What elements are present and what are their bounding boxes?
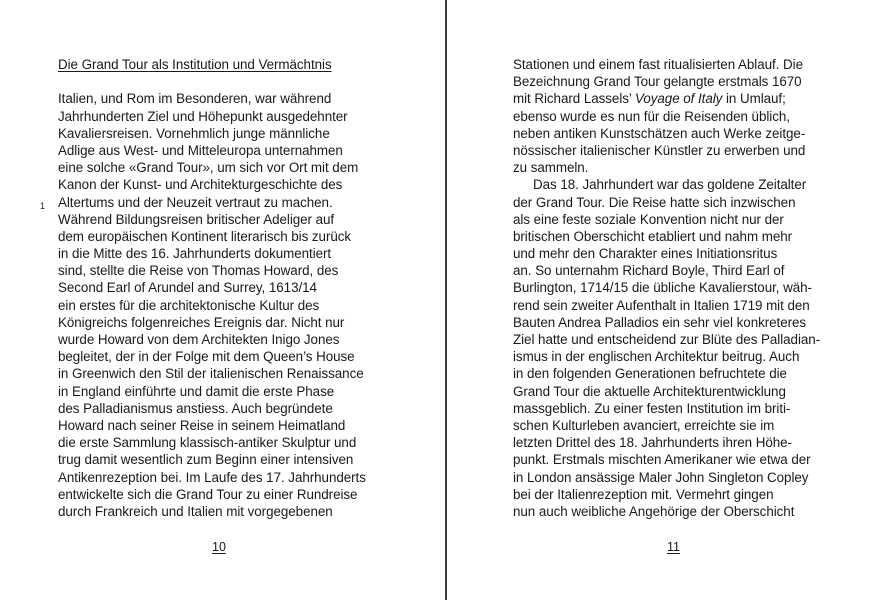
left-page (0, 0, 445, 600)
text-line: massgeblich. Zu einer festen Institution im briti- (513, 400, 791, 416)
text-line: Howard nach seiner Reise in seinem Heimatland (58, 417, 346, 433)
text-line: zu sammeln. (513, 160, 589, 176)
text-line: Second Earl of Arundel and Surrey, 1613/14 (58, 280, 317, 296)
section-heading: Die Grand Tour als Institution und Vermächtnis (58, 57, 332, 72)
text-line: in Greenwich den Stil der italienischen Renaissance (58, 366, 364, 382)
text-line: ismus in der englischen Architektur beitrug. Auch (513, 349, 800, 365)
text-line: Ziel hatte und entscheidend zur Blüte des Palladian- (513, 332, 821, 347)
text-line: britischen Oberschicht etabliert und nahm mehr (513, 228, 793, 244)
text-line: nössischer italienischer Künstler zu erwerben und (513, 142, 806, 158)
text-line: Stationen und einem fast ritualisierten Ablauf. Die (513, 57, 803, 72)
text-line: nun auch weibliche Angehörige der Oberschicht (513, 503, 795, 519)
text-line: des Palladianismus anstiess. Auch begründete (58, 400, 333, 416)
text-line: sind, stellte die Reise von Thomas Howard, des (58, 263, 339, 279)
right-paragraph-1-cont (513, 108, 853, 177)
text-line: durch Frankreich und Italien mit vorgegebenen (58, 503, 333, 519)
text-line: Italien, und Rom im Besonderen, war während (58, 91, 332, 107)
text-line: an. So unternahm Richard Boyle, Third Earl of (513, 263, 785, 279)
text-fragment: in Umlauf; (722, 91, 786, 107)
page-number-left: 10 (212, 540, 226, 554)
text-line: Antikenrezeption bei. Im Laufe des 17. Jahrhunderts (58, 469, 366, 485)
text-line: Adlige aus West- und Mitteleuropa unternahmen (58, 142, 343, 158)
text-line: Königreichs folgenreiches Ereignis dar. Nicht nur (58, 314, 345, 330)
margin-note: 1 (40, 201, 46, 211)
text-line: trug damit wesentlich zum Beginn einer intensiven (58, 452, 354, 468)
text-line: in England einführte und damit die erste Phase (58, 383, 335, 399)
text-line: Während Bildungsreisen britischer Adeliger auf (58, 211, 335, 227)
text-line: in den folgenden Generationen befruchtete die (513, 366, 787, 382)
text-line: Grand Tour die aktuelle Architekturentwicklung (513, 383, 786, 399)
text-line: entwickelte sich die Grand Tour zu einer Rundreise (58, 486, 358, 502)
text-line: in London ansässige Maler John Singleton Copley (513, 469, 809, 485)
text-line: ein erstes für die architektonische Kultur des (58, 297, 320, 313)
text-line: der Grand Tour. Die Reise hatte sich inzwischen (513, 194, 796, 210)
text-line: und mehr den Charakter eines Initiationsritus (513, 246, 778, 262)
text-line: bei der Italienrezeption mit. Vermehrt gingen (513, 486, 774, 502)
text-line: ebenso wurde es nun für die Reisenden üblich, (513, 108, 790, 124)
text-line: punkt. Erstmals mischten Amerikaner wie etwa der (513, 452, 811, 468)
text-line: in die Mitte des 16. Jahrhunderts dokumentiert (58, 246, 332, 262)
left-paragraph (58, 90, 393, 520)
text-line: als eine feste soziale Konvention nicht nur der (513, 211, 784, 227)
right-paragraph-2 (513, 176, 853, 520)
text-line: Bauten Andrea Palladios ein sehr viel konkreteres (513, 314, 807, 330)
text-line: Das 18. Jahrhundert war das goldene Zeitalter (533, 177, 807, 193)
text-line: dem europäischen Kontinent literarisch bis zurück (58, 228, 352, 244)
book-title: Voyage of Italy (634, 91, 723, 107)
right-text-column (513, 56, 853, 520)
text-line: Kavaliersreisen. Vornehmlich junge männliche (58, 125, 330, 141)
text-line: schen Kulturleben avanciert, erreichte sie im (513, 417, 775, 433)
text-line: Kanon der Kunst- und Architekturgeschichte des (58, 177, 343, 193)
right-page (447, 0, 891, 600)
right-paragraph-1 (513, 56, 853, 90)
text-line: begleitet, der in der Folge mit dem Queen’s House (58, 349, 355, 365)
page-number-right: 11 (667, 540, 680, 554)
text-line (513, 90, 853, 107)
spacer (58, 73, 393, 90)
text-line: neben antiken Kunstschätzen auch Werke zeitge- (513, 125, 806, 141)
text-fragment: mit Richard Lassels’ (513, 91, 635, 107)
text-line: Burlington, 1714/15 die übliche Kavalierstour, wäh- (513, 280, 812, 296)
text-line: rend sein zweiter Aufenthalt in Italien 1719 mit den (513, 297, 810, 313)
text-line: Altertums und der Neuzeit vertraut zu machen. (58, 194, 333, 210)
text-line: Bezeichnung Grand Tour gelangte erstmals 1670 (513, 74, 802, 90)
text-line: Jahrhunderten Ziel und Höhepunkt ausgedehnter (58, 108, 348, 124)
left-text-column (58, 56, 393, 520)
text-line: letzten Drittel des 18. Jahrhunderts ihren Höhe- (513, 435, 792, 451)
text-line: die erste Sammlung klassisch-antiker Skulptur und (58, 435, 357, 451)
text-line: eine solche «Grand Tour», um sich vor Ort mit dem (58, 160, 359, 176)
text-line: wurde Howard von dem Architekten Inigo Jones (58, 332, 340, 347)
